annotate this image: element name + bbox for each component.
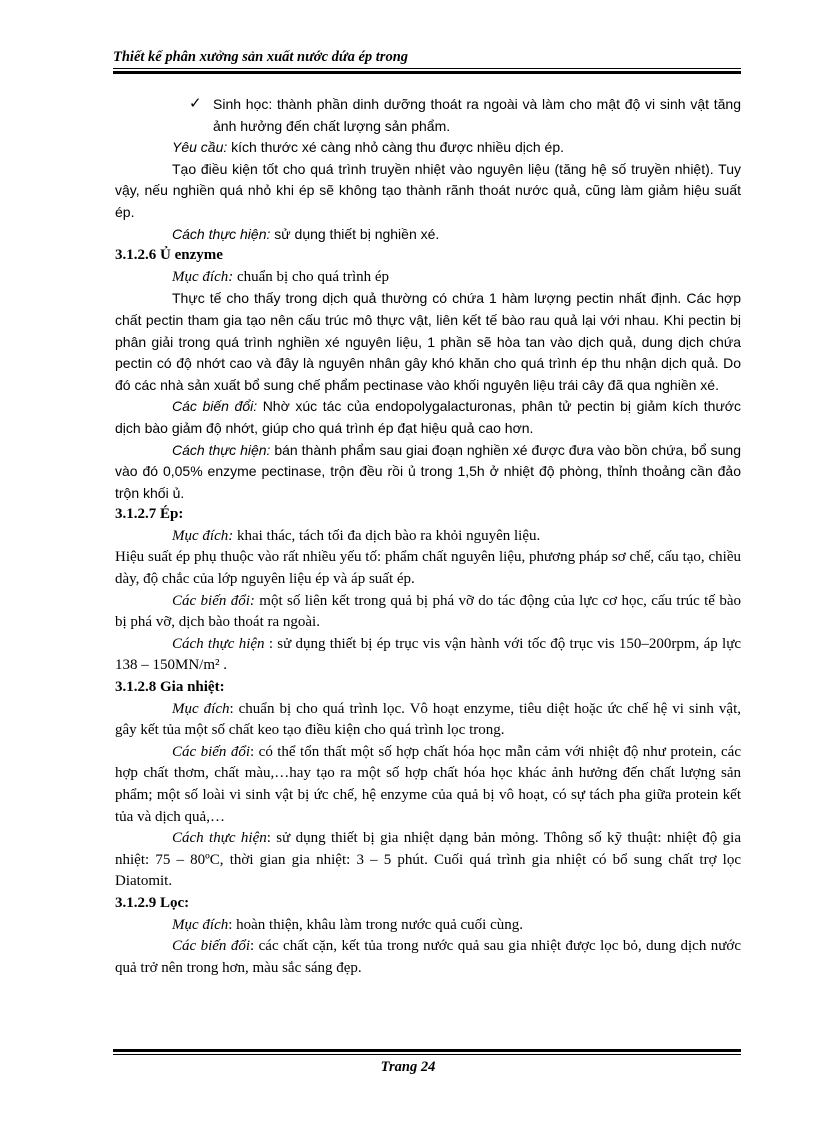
paragraph-label: Các biến đổi	[172, 743, 251, 760]
paragraph-label: Cách thực hiện:	[172, 225, 271, 242]
section-heading: 3.1.2.9 Lọc:	[115, 894, 190, 911]
paragraph	[115, 936, 741, 979]
paragraph	[115, 137, 741, 159]
footer-rule-thick	[113, 1049, 741, 1052]
checkmark-list-item	[115, 94, 741, 137]
paragraph	[115, 526, 741, 548]
paragraph-label: Mục đích	[172, 700, 230, 717]
paragraph-label: Mục đích:	[172, 527, 234, 544]
header-title: Thiết kế phân xưởng sản xuất nước dứa ép trong	[113, 49, 409, 65]
paragraph-label: Cách thực hiện	[172, 635, 265, 652]
paragraph	[115, 440, 741, 505]
paragraph	[115, 828, 741, 893]
page-number: Trang 24	[380, 1059, 436, 1075]
paragraph-text: một số liên kết trong quả bị phá vỡ do tác động của lực cơ học, cấu trúc tế bào bị phá vỡ, dịch bào thoát ra ngoài.	[115, 592, 742, 631]
paragraph	[115, 267, 741, 289]
header-rule-thick	[113, 71, 741, 74]
paragraph-text: : hoàn thiện, khâu làm trong nước quả cuối cùng.	[228, 916, 523, 933]
paragraph	[115, 742, 741, 828]
paragraph-text: : các chất cặn, kết tủa trong nước quả sau gia nhiệt được lọc bỏ, dung dịch nước quả trở nên trong hơn, màu sắc sáng đẹp.	[115, 938, 741, 976]
paragraph	[115, 224, 741, 246]
paragraph-text: khai thác, tách tối đa dịch bào ra khỏi nguyên liệu.	[233, 527, 541, 544]
paragraph	[115, 915, 741, 937]
paragraph: Hiệu suất ép phụ thuộc vào rất nhiều yếu tố: phẩm chất nguyên liệu, phương pháp sơ chế, cấu tạo, chiều dày, độ chắc của lớp nguyên liệu ép và áp suất ép.	[115, 549, 741, 588]
paragraph: Thực tế cho thấy trong dịch quả thường có chứa 1 hàm lượng pectin nhất định. Các hợp chất pectin tham gia tạo nên cấu trúc mô thực vật, liên kết tế bào rau quả lại với nhau. Khi pectin bị phân giải trong quá trình nghiền xé nguyên liệu, 1 phần sẽ hòa tan vào dịch quả, dung dịch chứa pectin có độ nhớt cao và đây là nguyên nhân gây khó khăn cho quá trình ép thu nhận dịch quả. Do đó các nhà sản xuất bổ sung chế phẩm pectinase vào khối nguyên liệu trái cây đã qua nghiền xé.	[115, 290, 741, 393]
paragraph-text: : chuẩn bị cho quá trình lọc. Vô hoạt enzyme, tiêu diệt hoặc ức chế hệ vi sinh vật, gây kết tủa một số chất keo tạo điều kiện cho quá trình lọc trong.	[115, 700, 741, 739]
header-rule-thin	[113, 68, 741, 69]
body-text	[115, 94, 741, 979]
paragraph-label: Các biến đổi	[172, 938, 251, 955]
footer-rule-thin	[113, 1054, 741, 1055]
checkmark-icon: ✓	[189, 96, 202, 112]
paragraph-text: bán thành phẩm sau giai đoạn nghiền xé được đưa vào bồn chứa, bổ sung vào đó 0,05% enzyme pectinase, trộn đều rồi ủ trong 1,5h ở nhiệt độ phòng, thỉnh thoảng cần đảo trộn khối ủ.	[115, 441, 741, 501]
section-heading: 3.1.2.7 Ép:	[115, 506, 184, 523]
paragraph-text: Nhờ xúc tác của endopolygalacturonas, phân tử pectin bị giảm kích thước dịch bào giảm độ nhớt, giúp cho quá trình ép đạt hiệu quả cao hơn.	[115, 398, 741, 436]
paragraph-label: Cách thực hiện:	[172, 441, 271, 458]
paragraph-label: Yêu cầu:	[172, 139, 228, 156]
paragraph	[115, 591, 741, 634]
paragraph-label: Mục đích:	[172, 268, 234, 285]
paragraph-label: Các biến đổi:	[172, 592, 255, 609]
paragraph	[115, 634, 741, 677]
paragraph: Tạo điều kiện tốt cho quá trình truyền nhiệt vào nguyên liệu (tăng hệ số truyền nhiệt). Tuy vậy, nếu nghiền quá nhỏ khi ép sẽ không tạo thành rãnh thoát nước quả, cũng làm giảm hiệu suất ép.	[115, 160, 741, 220]
paragraph-label: Mục đích	[172, 916, 229, 933]
paragraph-text: : sử dụng thiết bị gia nhiệt dạng bản mỏng. Thông số kỹ thuật: nhiệt độ gia nhiệt: 75 – 80ºC, thời gian gia nhiệt: 3 – 5 phút. Cuối quá trình gia nhiệt có bổ sung chất trợ lọc Diatomit.	[115, 830, 741, 890]
section-heading: 3.1.2.6 Ủ enzyme	[115, 247, 223, 264]
paragraph-label: Cách thực hiện	[172, 830, 267, 847]
paragraph	[115, 396, 741, 439]
paragraph	[115, 699, 741, 742]
paragraph-text: kích thước xé càng nhỏ càng thu được nhiều dịch ép.	[227, 139, 565, 156]
paragraph-text: : sử dụng thiết bị ép trục vis vận hành với tốc độ trục vis 150–200rpm, áp lực 138 – 150MN/m² .	[115, 635, 741, 674]
paragraph-label: Các biến đổi:	[172, 398, 258, 415]
paragraph-text: sử dụng thiết bị nghiền xé.	[270, 225, 440, 242]
paragraph-text: chuẩn bị cho quá trình ép	[233, 268, 390, 285]
list-item-text: Sinh học: thành phần dinh dưỡng thoát ra ngoài và làm cho mật độ vi sinh vật tăng ảnh hưởng đến chất lượng sản phẩm.	[213, 96, 741, 134]
section-heading: 3.1.2.8 Gia nhiệt:	[115, 679, 225, 696]
paragraph-text: : có thể tổn thất một số hợp chất hóa học mẫn cảm với nhiệt độ như protein, các hợp chất thơm, chất màu,…hay tạo ra một số hợp chất hóa học khác ảnh hưởng đến chất lượng sản phẩm; một số loài vi sinh vật bị ức chế, hệ enzyme của quả bị vô hoạt, có sự tách pha giữa protein kết tủa và dịch quả,…	[115, 743, 741, 825]
